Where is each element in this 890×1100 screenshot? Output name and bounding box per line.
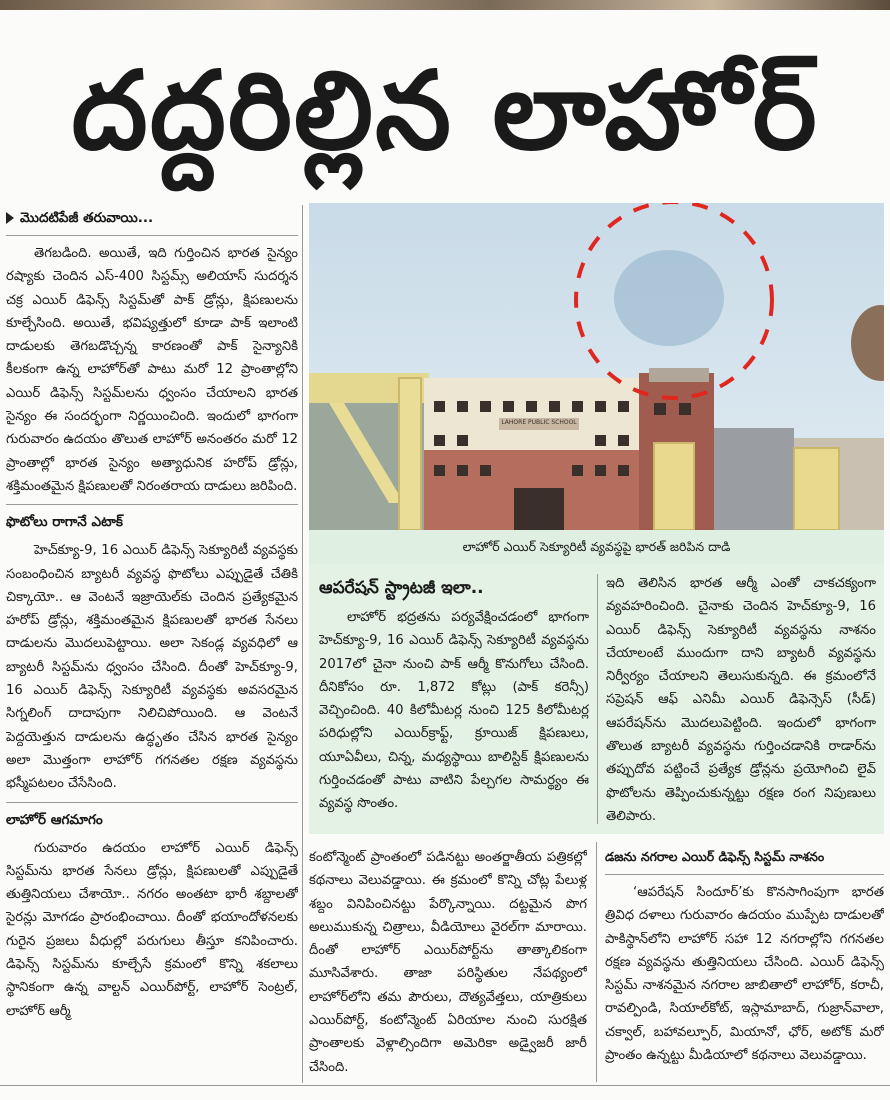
right-column: [605, 846, 884, 1082]
photo-caption: లాహోర్‌ ఎయిర్‌ సెక్యూరిటీ వ్యవస్థపై భారత్‌ జరిపిన దాడి: [309, 530, 884, 564]
subheading-photo-attack: ఫొటోలు రాగానే ఎటాక్‌: [6, 514, 123, 531]
building-sign: LAHORE PUBLIC SCHOOL: [501, 419, 577, 426]
left-column: [6, 207, 298, 1082]
subheading-lahore-chaos: లాహోర్‌ ఆగమాగం: [6, 811, 103, 828]
continued-label: [6, 207, 298, 229]
subheading-dozen-cities: డజను నగరాల ఎయిర్‌ డిఫెన్స్‌ సిస్టమ్‌ నాశనం: [605, 849, 825, 864]
article-paragraph: ఇది తెలిసిన భారత ఆర్మీ ఎంతో చాకచక్యంగా వ్యవహరించింది. చైనాకు చెందిన హెచ్‌క్యూ-9, 16 ఎయిర్‌ డిఫెన్స్‌ సెక్యూరిటీ వ్యవస్థను నాశనం చేయాలంటే ముందుగా దాని బ్యాటరీ వ్యవస్థను నిర్వీర్యం చేయాలని తెలుసుకున్నది. ఈ క్రమంలోనే సప్రెషన్‌ ఆఫ్‌ ఎనిమీ ఎయిర్‌ డిఫెన్సెస్‌ (సీడ్‌) ఆపరేషన్‌ను మొదలుపెట్టింది. ఇందులో భాగంగా తొలుత బ్యాటరీ వ్యవస్థను గుర్తించడానికి రాడార్‌ను తప్పుదోవ పట్టించే ప్రత్యేక డ్రోన్లను ప్రయోగించి లైవ్‌ ఫొటోలను తెప్పించుకున్నట్టు రక్షణ రంగ నిపుణులు తెలిపారు.: [606, 576, 876, 824]
divider: [605, 874, 884, 875]
strategy-box: [309, 564, 884, 834]
page-title: దద్దరిల్లిన లాహోర్: [71, 49, 819, 174]
strategy-left-column: [319, 574, 589, 832]
article-paragraph: ‘ఆపరేషన్‌ సిందూర్‌’కు కొనసాగింపుగా భారత త్రివిధ దళాలు గురువారం ఉదయం ముప్పేట దాడులతో పాకిస్థాన్‌లోని లాహోర్‌ సహా 12 నగరాల్లోని గగనతల రక్షణ వ్యవస్థను తుత్తినియలు చేసింది. ఎయిర్‌ డిఫెన్స్‌ సిస్టమ్‌ నాశనమైన నగరాల జాబితాలో లాహోర్‌, కరాచీ, రావల్పిండి, సియాల్‌కోట్‌, ఇస్లామాబాద్‌, గుజ్రాన్‌వాలా, చక్వాల్‌, బహావల్పూర్‌, మియానో, ఛోర్‌, అటోక్‌ మరో ప్రాంతం ఉన్నట్టు మీడియాలో కథనాలు వెలువడ్డాయి.: [605, 885, 884, 1064]
strategy-right-column: [606, 572, 876, 832]
article-paragraph: కంటోన్మెంట్‌ ప్రాంతంలో పడినట్టు అంతర్జాతీయ పత్రికల్లో కథనాలు వెలువడ్డాయి. ఈ క్రమంలో కొన్ని చోట్ల పేలుళ్ల శబ్దం వినిపించినట్టు పేర్కొన్నాయి. దట్టమైన పొగ అలుముకున్న చిత్రాలు, వీడియోలు వైరల్‌గా మారాయి. దీంతో లాహోర్‌ ఎయిర్‌పోర్ట్‌ను తాత్కాలికంగా మూసివేశారు. తాజా పరిస్థితుల నేపథ్యంలో లాహోర్‌లోని తమ పౌరులు, దౌత్యవేత్తలు, యాత్రికులు ఎయిర్‌పోర్ట్‌, కంటోన్మెంట్‌ ఏరియాల నుంచి సురక్షిత ప్రాంతాలకు వెళ్లాల్సిందిగా అమెరికా అడ్వైజరీ జారీ చేసింది.: [309, 850, 587, 1075]
divider: [6, 504, 298, 505]
column-divider: [597, 574, 598, 824]
article-paragraph: హెచ్‌క్యూ-9, 16 ఎయిర్‌ డిఫెన్స్‌ సెక్యూరిటీ వ్యవస్థకు సంబంధించిన బ్యాటరీ వ్యవస్థ ఫొటోలు ఎప్పుడైతే చేతికి చిక్కాయో.. ఆ వెంటనే ఇజ్రాయెల్‌కు చెందిన ప్రత్యేకమైన హరోప్‌ డ్రోన్లు, శక్తిమంతమైన క్షిపణులతో భారత సేనలు దాడులను మొదలుపెట్టాయి. అలా సెకండ్ల వ్యవధిలో ఆ బ్యాటరీ సిస్టమ్‌ను ధ్వంసం చేసింది. దీంతో హెచ్‌క్యూ-9, 16 ఎయిర్‌ డిఫెన్స్‌ సెక్యూరిటీ వ్యవస్థకు అవసరమైన సిగ్నలింగ్‌ దాదాపుగా నిలిచిపోయింది. ఆ వెంటనే పెద్దయెత్తున దాడులను ఉద్ధృతం చేసిన భారత సైన్యం అలా మొత్తంగా లాహోర్‌ గగనతల రక్షణ వ్యవస్థను భస్మీపటలం చేసేసింది.: [6, 543, 298, 792]
column-divider: [302, 205, 303, 1083]
chevron-right-icon: [6, 212, 14, 224]
bottom-rule: [0, 1085, 890, 1086]
article-paragraph: గురువారం ఉదయం లాహోర్‌ ఎయిర్‌ డిఫెన్స్‌ సిస్టమ్‌ను భారత సేనలు డ్రోన్లు, క్షిపణులతో ఎప్పుడైతే తుత్తినియలు చేశాయో.. నగరం అంతటా భారీ శబ్దాలతో సైరన్లు మోగడం ప్రారంభించాయి. దీంతో భయాందోళనలకు గురైన ప్రజలు వీధుల్లో పరుగులు తీస్తూ కనిపించారు. డిఫెన్స్‌ సిస్టమ్‌ను కూల్చేసే క్రమంలో కొన్ని శకలాలు స్థానికంగా ఉన్న వాల్టన్‌ ఎయిర్‌పోర్ట్‌, లాహోర్‌ సెంట్రల్‌, లాహోర్‌ ఆర్మీ: [6, 840, 298, 1019]
article-paragraph: తెగబడింది. అయితే, ఇది గుర్తించిన భారత సైన్యం రష్యాకు చెందిన ఎస్‌-400 సిస్టమ్స్‌ అలియాస్‌ సుదర్శన చక్ర ఎయిర్‌ డిఫెన్స్‌ సిస్టమ్‌తో పాక్‌ డ్రోన్లు, క్షిపణులను కూల్చేసింది. అయితే, భవిష్యత్తులో కూడా పాక్‌ ఇలాంటి దాడులకు తెగబడొచ్చన్న కారణంతో పాక్‌ సైన్యానికి కీలకంగా ఉన్న లాహోర్‌తో పాటు మరో 12 ప్రాంతాల్లోని ఎయిర్‌ డిఫెన్స్‌ సిస్టమ్‌లను ధ్వంసం చేయాలని భారత సైన్యం ఈ సందర్భంగా నిర్ణయించింది. ఇందులో భాగంగా గురువారం ఉదయం తొలుత లాహోర్‌ అనంతరం మరో 12 ప్రాంతాల్లో భారత సైన్యం అత్యాధునిక హరోప్‌ డ్రోన్లు, శక్తిమంతమైన క్షిపణులతో నిరంతరాయ దాడులు జరిపింది.: [6, 246, 298, 494]
continued-text: మొదటిపేజీ తరువాయి...: [20, 210, 154, 226]
column-divider: [596, 842, 597, 1082]
divider: [6, 802, 298, 803]
news-photo: [309, 203, 884, 530]
photo-scene: [309, 203, 884, 530]
article-paragraph: లాహోర్‌ భద్రతను పర్యవేక్షించడంలో భాగంగా హెచ్‌క్యూ-9, 16 ఎయిర్‌ డిఫెన్స్‌ సెక్యూరిటీ వ్యవస్థను 2017లో చైనా నుంచి పాక్‌ ఆర్మీ కొనుగోలు చేసింది. దీనికోసం రూ. 1,872 కోట్లు (పాక్‌ కరెన్సీ) వెచ్చించింది. 40 కిలోమీటర్ల నుంచి 125 కిలోమీటర్ల పరిధుల్లోని ఎయిర్‌క్రాఫ్ట్‌, క్రూయిజ్‌ క్షిపణులు, యూఏవీలు, చిన్న, మధ్యస్థాయి బాలిస్టిక్‌ క్షిపణులను గుర్తించడంతో పాటు వాటిని పేల్చగల సామర్థ్యం ఈ వ్యవస్థ సొంతం.: [319, 610, 589, 812]
divider: [6, 235, 298, 236]
middle-column: [309, 846, 587, 1082]
strategy-title: ఆపరేషన్‌ స్ట్రాటజీ ఇలా..: [319, 578, 484, 598]
top-photo-strip: [0, 0, 890, 10]
